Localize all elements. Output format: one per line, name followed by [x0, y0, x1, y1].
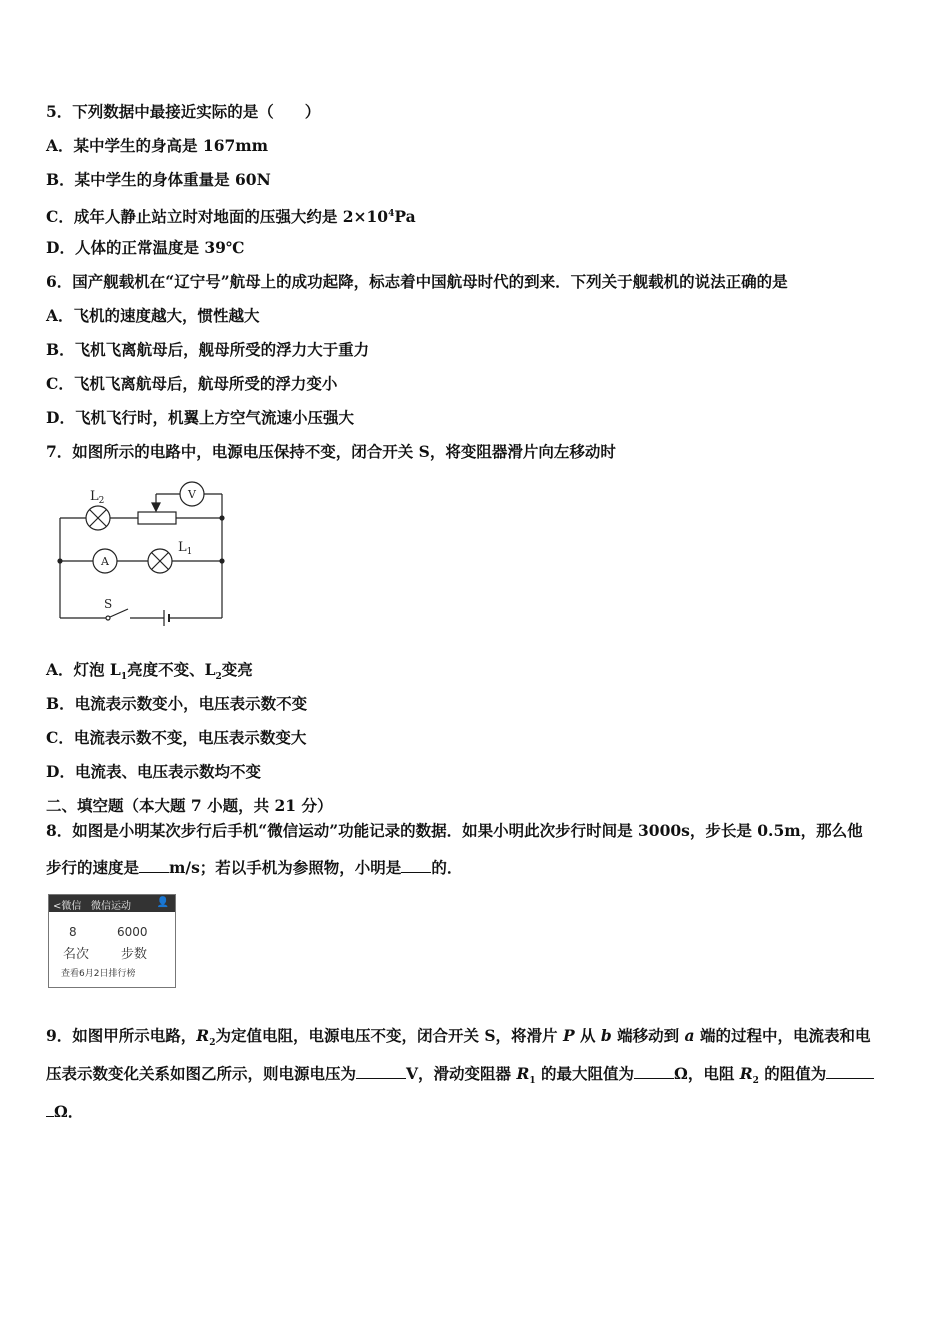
- q7-option-a: [46, 660, 253, 687]
- q5-option-c: [46, 204, 416, 227]
- q9-text-3: Ω．: [54, 1102, 84, 1121]
- q7-option-b: B．电流表示数变小，电压表示数不变: [46, 694, 308, 713]
- q8-text-c: 的．: [431, 858, 463, 877]
- phone-title-bar: [49, 895, 175, 912]
- q9-r1-sub: 1: [529, 1076, 536, 1087]
- q9-line1: [46, 1026, 871, 1053]
- q5-option-d: D．人体的正常温度是 39℃: [46, 238, 245, 257]
- q9-r2-sub: 2: [209, 1038, 216, 1049]
- q5-option-c-unit: Pa: [394, 207, 416, 227]
- rank-label: 名次: [63, 947, 90, 962]
- q8-text-a: 步行的速度是: [46, 858, 140, 877]
- junction-top: [220, 516, 224, 520]
- q9-p: P: [562, 1026, 575, 1045]
- q9-b-end: b: [600, 1026, 612, 1045]
- slider-arrow: [152, 503, 160, 511]
- q5-option-a: A．某中学生的身高是 167mm: [46, 136, 269, 155]
- label-switch: S: [104, 597, 113, 611]
- q9-r2: R: [196, 1026, 210, 1045]
- q7-stem: 7．如图所示的电路中，电源电压保持不变，闭合开关 S，将变阻器滑片向左移动时: [46, 442, 616, 461]
- q9-text-2d: Ω，电阻: [674, 1064, 740, 1083]
- q5-stem: 5．下列数据中最接近实际的是（ ）: [46, 102, 321, 121]
- q9-line3: [46, 1102, 83, 1122]
- q9-text-1c: 从: [574, 1026, 601, 1045]
- q9-text-2e: 的阻值为: [758, 1064, 827, 1083]
- q8-line1: 8．如图是小明某次步行后手机“微信运动”功能记录的数据．如果小明此次步行时间是 3000s，步长是 0.5m，那么他: [46, 821, 863, 840]
- q9-text-1a: 9．如图甲所示电路，: [46, 1026, 197, 1045]
- q8-line2: [46, 858, 462, 878]
- q6-option-b: B．飞机飞离航母后，舰母所受的浮力大于重力: [46, 340, 370, 359]
- q9-blank-r2-cont[interactable]: [46, 1102, 54, 1117]
- q6-option-c: C．飞机飞离航母后，航母所受的浮力变小: [46, 374, 338, 393]
- circuit-diagram: [52, 478, 232, 628]
- phone-title: 微信运动: [91, 901, 131, 912]
- q9-blank-r2[interactable]: [826, 1064, 874, 1079]
- wechat-steps-screenshot: [48, 894, 176, 988]
- junction-right: [220, 559, 224, 563]
- q9-text-1d: 端移动到: [611, 1026, 685, 1045]
- q9-a-end: a: [684, 1026, 695, 1045]
- q6-option-d: D．飞机飞行时，机翼上方空气流速小压强大: [46, 408, 354, 427]
- junction-left: [58, 559, 62, 563]
- q7-option-c: C．电流表示数不变，电压表示数变大: [46, 728, 307, 747]
- q7-option-a-sub2: 2: [215, 672, 222, 683]
- q9-line2: [46, 1064, 874, 1091]
- label-ammeter: A: [101, 555, 109, 568]
- label-l2: $L_2$: [90, 489, 105, 506]
- q5-option-c-exponent: 4: [388, 209, 395, 219]
- q7-option-a-text1: A．灯泡 L: [46, 660, 121, 679]
- q6-stem: 6．国产舰载机在“辽宁号”航母上的成功起降，标志着中国航母时代的到来．下列关于舰载机的说法正确的是: [46, 272, 788, 291]
- rheostat: [138, 512, 176, 524]
- q8-blank-state[interactable]: [401, 858, 431, 873]
- q9-text-1b: 为定值电阻，电源电压不变，闭合开关 S，将滑片: [215, 1026, 563, 1045]
- q8-blank-speed[interactable]: [139, 858, 169, 873]
- q7-option-a-text3: 变亮: [221, 660, 253, 679]
- rank-value: 8: [69, 925, 77, 939]
- q9-text-2c: 的最大阻值为: [535, 1064, 635, 1083]
- q9-text-2b: V，滑动变阻器: [406, 1064, 517, 1083]
- q6-option-a: A．飞机的速度越大，惯性越大: [46, 306, 260, 325]
- section-heading: 二、填空题（本大题 7 小题，共 21 分）: [46, 796, 333, 815]
- user-icon: 👤: [156, 897, 169, 908]
- q9-blank-voltage[interactable]: [356, 1064, 406, 1079]
- q5-option-c-text: C．成年人静止站立时对地面的压强大约是 2×10: [46, 207, 389, 227]
- q8-text-b: m/s；若以手机为参照物，小明是: [169, 858, 402, 877]
- q9-text-2a: 压表示数变化关系如图乙所示，则电源电压为: [46, 1064, 357, 1083]
- leaderboard-link: 查看6月2日排行榜: [61, 969, 136, 979]
- q5-option-b: B．某中学生的身体重量是 60N: [46, 170, 271, 189]
- steps-value: 6000: [117, 925, 148, 939]
- steps-label: 步数: [121, 947, 148, 962]
- q9-text-1e: 端的过程中，电流表和电: [694, 1026, 871, 1045]
- switch-blade: [110, 609, 128, 617]
- label-l1: $L_1$: [178, 540, 193, 557]
- q7-option-a-text2: 亮度不变、L: [127, 660, 216, 679]
- q7-option-a-sub1: 1: [120, 672, 128, 683]
- label-voltmeter: V: [188, 488, 196, 501]
- switch-contact: [106, 616, 110, 620]
- q9-blank-rmax[interactable]: [634, 1064, 674, 1079]
- q9-r2-again-sub: 2: [752, 1076, 759, 1087]
- back-link: <微信: [53, 901, 82, 912]
- q7-option-d: D．电流表、电压表示数均不变: [46, 762, 261, 781]
- q9-r1: R: [516, 1064, 530, 1083]
- q9-r2-again: R: [739, 1064, 753, 1083]
